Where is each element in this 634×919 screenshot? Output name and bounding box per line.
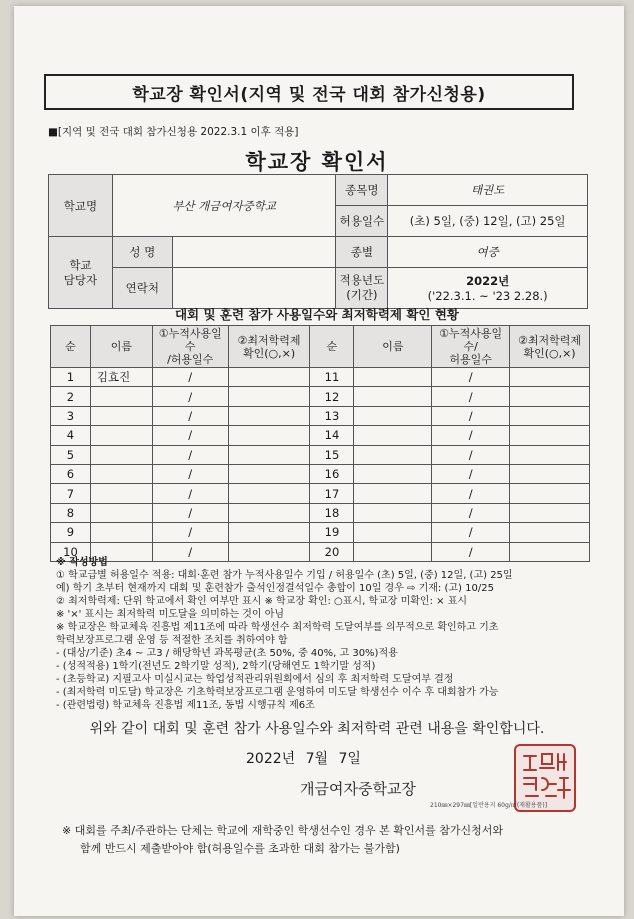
cell-days-l: /: [152, 406, 228, 425]
banner-title: 학교장 확인서(지역 및 전국 대회 참가신청용): [44, 74, 574, 110]
table-row: [51, 523, 590, 542]
cell-days-r: /: [432, 542, 510, 561]
cell-check-r: [510, 426, 590, 445]
cell-days-r: /: [432, 484, 510, 503]
cell-check-l: [228, 426, 310, 445]
date-year: 2022년: [246, 751, 296, 767]
cell-days-r: /: [432, 464, 510, 483]
header-name-left: 이름: [90, 326, 152, 368]
school-label: 학교명: [49, 175, 113, 237]
note-line: ② 최저학력제: 단위 학교에서 확인 여부만 표시 ※ 학교장 확인: ○표시, 학교장 미확인: × 표시: [56, 596, 468, 607]
allowed-days-label: 허용일수: [336, 206, 388, 237]
gender-value: 여중: [388, 237, 588, 268]
cell-no-r: 19: [310, 523, 354, 542]
header-check-left: ②최저학력제 확인(○,×): [228, 326, 310, 368]
table-row: [51, 387, 590, 406]
cell-check-l: [228, 368, 310, 387]
confirm-statement: 위와 같이 대회 및 훈련 참가 사용일수와 최저학력 관련 내용을 확인합니다.: [89, 721, 545, 737]
cell-no-r: 15: [310, 445, 354, 464]
cell-check-r: [510, 368, 590, 387]
table-row: [51, 464, 590, 483]
cell-no-r: 12: [310, 387, 354, 406]
name-label: 성 명: [112, 237, 172, 268]
cell-days-l: /: [152, 503, 228, 522]
cell-no-l: 8: [51, 503, 91, 522]
cell-check-r: [510, 387, 590, 406]
cell-no-r: 14: [310, 426, 354, 445]
info-table: [48, 174, 588, 309]
school-value: 부산 개금여자중학교: [112, 175, 336, 237]
cell-days-l: /: [152, 542, 228, 561]
instructions: [56, 556, 596, 712]
cell-name-l: [90, 426, 152, 445]
year-cell: [388, 268, 588, 309]
cell-no-r: 20: [310, 542, 354, 561]
event-value: 태권도: [388, 175, 588, 206]
cell-name-r: [354, 406, 432, 425]
cell-no-l: 9: [51, 523, 91, 542]
note-line: ※ 작성방법: [56, 557, 108, 568]
cell-name-l: 김효진: [90, 368, 152, 387]
period-value: ('22.3.1. ~ '23 2.28.): [427, 289, 548, 303]
cell-name-r: [354, 426, 432, 445]
cell-check-l: [228, 503, 310, 522]
principal-name: 개금여자중학교장: [300, 780, 416, 798]
header-days-left: ①누적사용일수 /허용일수: [152, 326, 228, 368]
note-line: 학력보장프로그램 운영 등 적절한 조치를 취하여야 함: [56, 635, 288, 646]
cell-check-r: [510, 503, 590, 522]
cell-no-l: 5: [51, 445, 91, 464]
cell-check-r: [510, 484, 590, 503]
cell-name-r: [354, 445, 432, 464]
section-title: 대회 및 훈련 참가 사용일수와 최저학력제 확인 현황: [174, 307, 460, 322]
cell-no-l: 10: [51, 542, 91, 561]
cell-no-l: 2: [51, 387, 91, 406]
cell-days-r: /: [432, 406, 510, 425]
cell-no-l: 1: [51, 368, 91, 387]
gender-label: 종별: [336, 237, 388, 268]
cell-days-l: /: [152, 387, 228, 406]
cell-no-r: 13: [310, 406, 354, 425]
note-line: 예) 학기 초부터 현재까지 대회 및 훈련참가 출석인정결석일수 총합이 10일 경우 ⇨ 기재: (고) 10/25: [56, 583, 494, 594]
cell-check-r: [510, 406, 590, 425]
table-row: [51, 503, 590, 522]
cell-days-r: /: [432, 426, 510, 445]
cell-no-l: 4: [51, 426, 91, 445]
cell-name-r: [354, 484, 432, 503]
note-line: ※ 학교장은 학교체육 진흥법 제11조에 따라 학생선수 최저학력 도달여부를 의무적으로 확인하고 기초: [56, 622, 499, 633]
header-name-right: 이름: [354, 326, 432, 368]
cell-days-l: /: [152, 426, 228, 445]
usage-table: [50, 325, 590, 562]
cell-no-l: 7: [51, 484, 91, 503]
cell-check-l: [228, 484, 310, 503]
note-line: - (최저학력 미도달) 학교장은 기초학력보장프로그램 운영하여 미도달 학생선수 이수 후 대회참가 가능: [56, 687, 499, 698]
footer-note: [62, 822, 582, 858]
cell-days-r: /: [432, 523, 510, 542]
year-value: 2022년: [466, 274, 510, 288]
cell-name-l: [90, 503, 152, 522]
cell-no-r: 11: [310, 368, 354, 387]
paper-size-note: 210㎜×297㎜[일반용지 60g/㎡(재활용품)]: [430, 802, 548, 809]
event-label: 종목명: [336, 175, 388, 206]
cell-check-l: [228, 387, 310, 406]
cell-name-r: [354, 523, 432, 542]
cell-name-r: [354, 368, 432, 387]
document-title: 학교장 확인서: [245, 150, 389, 174]
cell-name-l: [90, 406, 152, 425]
table-row: [51, 368, 590, 387]
cell-no-l: 6: [51, 464, 91, 483]
manager-label: 학교 담당자: [49, 237, 113, 309]
table-row: [51, 426, 590, 445]
contact-label: 연락처: [112, 268, 172, 309]
header-days-right: ①누적사용일수/ 허용일수: [432, 326, 510, 368]
cell-check-r: [510, 445, 590, 464]
cell-days-l: /: [152, 464, 228, 483]
cell-name-l: [90, 464, 152, 483]
cell-no-r: 18: [310, 503, 354, 522]
cell-days-r: /: [432, 387, 510, 406]
cell-check-l: [228, 523, 310, 542]
date-month: 7월: [305, 751, 329, 767]
subtitle: ■[지역 및 전국 대회 참가신청용 2022.3.1 이후 적용]: [48, 126, 299, 138]
cell-check-l: [228, 464, 310, 483]
cell-days-l: /: [152, 368, 228, 387]
cell-name-r: [354, 503, 432, 522]
cell-days-r: /: [432, 445, 510, 464]
cell-days-l: /: [152, 523, 228, 542]
note-line: ※ '×' 표시는 최저학력 미도달을 의미하는 것이 아님: [56, 609, 285, 620]
footer-line: ※ 대회를 주최/주관하는 단체는 학교에 재학중인 학생선수인 경우 본 확인서를 참가신청서와: [62, 824, 504, 837]
header-check-right: ②최저학력제 확인(○,×): [510, 326, 590, 368]
cell-name-r: [354, 387, 432, 406]
cell-no-r: 16: [310, 464, 354, 483]
cell-check-l: [228, 445, 310, 464]
cell-name-l: [90, 445, 152, 464]
date-day: 7일: [338, 751, 361, 767]
cell-days-r: /: [432, 503, 510, 522]
note-line: - (성적적용) 1학기(전년도 2학기말 성적), 2학기(당해연도 1학기말 성적): [56, 661, 376, 672]
cell-days-l: /: [152, 484, 228, 503]
cell-name-l: [90, 484, 152, 503]
date: [246, 748, 361, 768]
note-line: - (관련법령) 학교체육 진흥법 제11조, 동법 시행규칙 제6조: [56, 700, 315, 711]
header-no-right: 순: [310, 326, 354, 368]
note-line: - (대상/기준) 초4 ~ 고3 / 해당학년 과목평균(초 50%, 중 40%, 고 30%)적용: [56, 648, 398, 659]
header-no-left: 순: [51, 326, 91, 368]
cell-check-r: [510, 523, 590, 542]
cell-name-r: [354, 464, 432, 483]
year-label: 적용년도 (기간): [336, 268, 388, 309]
note-line: - (초등학교) 지필고사 미실시교는 학업성적관리위원회에서 심의 후 최저학력 도달여부 결정: [56, 674, 454, 685]
table-row: [51, 484, 590, 503]
cell-days-l: /: [152, 445, 228, 464]
allowed-days-value: (초) 5일, (중) 12일, (고) 25일: [388, 206, 588, 237]
cell-check-r: [510, 464, 590, 483]
cell-name-l: [90, 523, 152, 542]
footer-line: 함께 반드시 제출받아야 함(허용일수를 초과한 대회 참가는 불가함): [80, 842, 400, 855]
cell-days-r: /: [432, 368, 510, 387]
note-line: ① 학교급별 허용일수 적용: 대회·훈련 참가 누적사용일수 기입 / 허용일수 (초) 5일, (중) 12일, (고) 25일: [56, 570, 513, 581]
contact-value: [172, 268, 336, 309]
cell-check-l: [228, 406, 310, 425]
table-row: [51, 406, 590, 425]
name-value: [172, 237, 336, 268]
cell-no-l: 3: [51, 406, 91, 425]
table-row: [51, 445, 590, 464]
cell-name-l: [90, 387, 152, 406]
cell-no-r: 17: [310, 484, 354, 503]
